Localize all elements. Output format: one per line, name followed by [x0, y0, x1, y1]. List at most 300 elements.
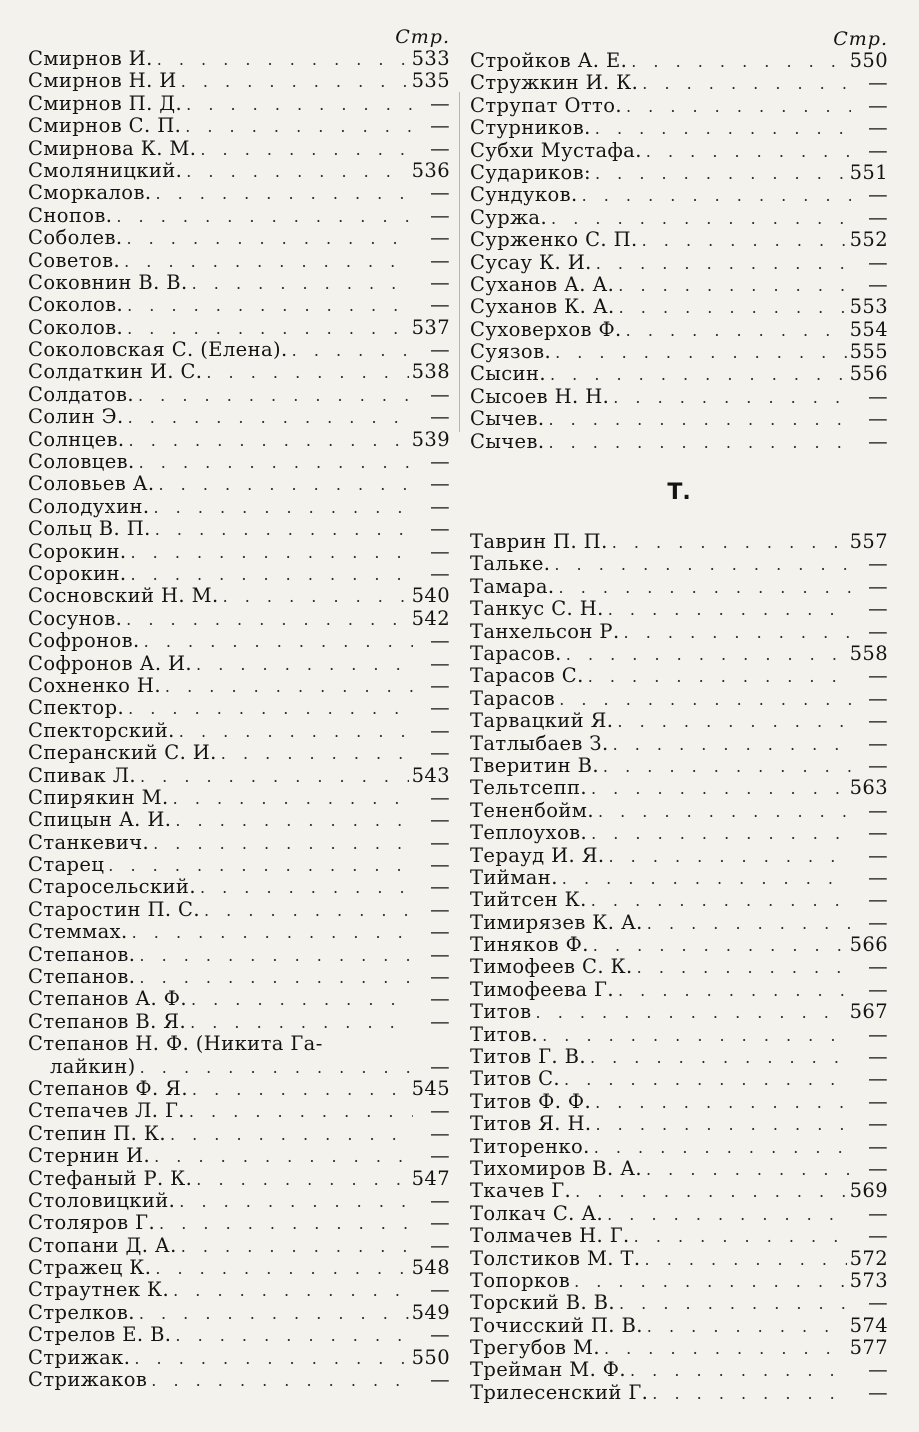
leader-dots	[221, 743, 413, 765]
index-entry	[470, 386, 888, 408]
leader-dots	[173, 1280, 413, 1302]
entry-name: Суязов.	[470, 340, 552, 364]
index-entry	[28, 70, 450, 92]
entry-page-number: —	[430, 450, 450, 474]
entry-page-number: —	[430, 472, 450, 496]
leader-dots	[591, 778, 847, 800]
entry-name: Толмачев Н. Г.	[470, 1224, 630, 1248]
leader-dots	[127, 318, 408, 340]
entry-page-number: —	[430, 808, 450, 832]
index-entry	[28, 93, 450, 115]
index-entry	[28, 787, 450, 809]
index-entry	[470, 576, 888, 598]
entry-name: Тверитин В.	[470, 753, 599, 777]
entry-page-number: —	[430, 853, 450, 877]
leader-dots	[139, 1303, 409, 1325]
entry-page-number: 549	[411, 1300, 450, 1324]
leader-dots	[613, 734, 851, 756]
entry-name: Сморкалов.	[28, 181, 152, 205]
entry-name: Соковнин В. В.	[28, 270, 188, 294]
leader-dots	[116, 206, 413, 228]
index-entry	[28, 966, 450, 988]
entry-name: Смирнова К. М.	[28, 136, 197, 160]
leader-dots	[179, 721, 413, 743]
index-entry	[470, 598, 888, 620]
leader-dots	[151, 1370, 413, 1392]
index-entry	[470, 800, 888, 822]
index-entry	[470, 184, 888, 206]
entry-name: Стройков А. Е.	[470, 49, 628, 72]
index-entry	[28, 1033, 450, 1055]
index-entry	[28, 1324, 450, 1346]
left-column	[28, 26, 450, 1391]
index-entry	[470, 979, 888, 1001]
leader-dots	[566, 644, 847, 666]
entry-page-number: 550	[411, 1345, 450, 1369]
index-entry	[28, 272, 450, 294]
leader-dots	[647, 913, 851, 935]
entry-page-number: —	[430, 517, 450, 541]
entry-page-number: —	[868, 272, 888, 296]
entry-page-number: —	[868, 753, 888, 777]
index-entry	[28, 876, 450, 898]
entry-page-number: —	[430, 651, 450, 675]
entry-name: Танхельсон Р.	[470, 619, 620, 643]
index-entry	[28, 384, 450, 406]
index-entry	[28, 720, 450, 742]
entry-page-number: —	[430, 248, 450, 272]
entry-name: Сысин.	[470, 362, 546, 386]
index-entry	[470, 643, 888, 665]
index-entry	[470, 912, 888, 934]
entry-name: Смирнов С. П.	[28, 114, 182, 138]
leader-dots	[536, 1002, 847, 1024]
leader-dots	[192, 273, 413, 295]
entry-name: Тененбойм.	[470, 798, 594, 822]
index-entry	[28, 1168, 450, 1190]
entry-name: Суржа.	[470, 205, 548, 229]
index-entry	[470, 1292, 888, 1314]
leader-dots	[292, 340, 413, 362]
leader-dots	[564, 1069, 851, 1091]
index-entry	[28, 944, 450, 966]
entry-name: Стеммах.	[28, 920, 128, 944]
entry-page-number: —	[868, 865, 888, 889]
leader-dots	[200, 877, 413, 899]
entry-name: Субхи Мустафа.	[470, 138, 642, 162]
index-entry	[28, 1011, 450, 1033]
leader-dots	[130, 564, 413, 586]
index-entry	[470, 140, 888, 162]
index-entry	[28, 1100, 450, 1122]
leader-dots	[159, 1213, 413, 1235]
leader-dots	[155, 183, 413, 205]
entry-page-number: —	[868, 1358, 888, 1382]
entry-page-number: 556	[849, 362, 888, 386]
entry-name: Сусау К. И.	[470, 250, 592, 274]
entry-name: Старец	[28, 853, 105, 877]
entry-page-number: —	[430, 1233, 450, 1257]
entry-name: Тихомиров В. А.	[470, 1156, 642, 1180]
index-entry	[470, 822, 888, 844]
index-entry	[28, 294, 450, 316]
entry-page-number: —	[868, 1201, 888, 1225]
entry-name: Толстиков М. Т.	[470, 1246, 641, 1270]
entry-name: Сурженко С. П.	[470, 228, 638, 252]
entry-page-number: —	[868, 1067, 888, 1091]
leader-dots	[646, 1159, 851, 1181]
leader-dots	[196, 654, 413, 676]
entry-name: Сундуков.	[470, 183, 578, 207]
entry-page-number: —	[868, 183, 888, 207]
entry-page-number: 547	[411, 1166, 450, 1190]
index-entry	[28, 205, 450, 227]
index-entry	[28, 182, 450, 204]
index-entry	[28, 1145, 450, 1167]
index-entry	[470, 252, 888, 274]
leader-dots	[608, 846, 851, 868]
entry-name: Тимофеева Г.	[470, 977, 614, 1001]
index-entry	[28, 429, 450, 451]
entry-name: Столовицкий.	[28, 1188, 176, 1212]
index-entry	[470, 408, 888, 430]
entry-page-number: —	[868, 138, 888, 162]
entry-page-number: 533	[411, 47, 450, 70]
entry-name: Спицын А. И.	[28, 808, 172, 832]
entry-name: Титов Г. В.	[470, 1045, 586, 1069]
entry-page-number: 540	[411, 584, 450, 608]
entry-name: Стрелов Е. В.	[28, 1323, 172, 1347]
leader-dots	[186, 94, 413, 116]
index-entry	[470, 319, 888, 341]
entry-page-number: —	[430, 1188, 450, 1212]
index-entry	[28, 630, 450, 652]
entry-page-number: —	[868, 709, 888, 733]
leader-dots	[588, 666, 851, 688]
entry-page-number: —	[868, 1134, 888, 1158]
entry-page-number: —	[430, 1323, 450, 1347]
index-entry	[28, 1190, 450, 1212]
entry-page-number: —	[868, 384, 888, 408]
index-entry	[470, 1337, 888, 1359]
index-entry	[28, 653, 450, 675]
entry-page-number: —	[430, 942, 450, 966]
index-entry	[28, 1123, 450, 1145]
entry-page-number: —	[430, 1211, 450, 1235]
entry-name: Струпат Отто.	[470, 93, 622, 117]
entry-page-number: —	[868, 552, 888, 576]
index-entry	[470, 1001, 888, 1023]
entry-name: Торский В. В.	[470, 1291, 615, 1315]
leader-dots	[154, 1146, 413, 1168]
leader-dots	[595, 118, 851, 140]
index-entry	[28, 1302, 450, 1324]
entry-name: лайкин)	[50, 1054, 136, 1078]
index-entry	[28, 809, 450, 831]
entry-page-number: —	[868, 205, 888, 229]
leader-dots	[590, 1047, 851, 1069]
entry-name: Сорокин.	[28, 539, 127, 563]
index-entry	[28, 832, 450, 854]
entry-name: Тимофеев С. К.	[470, 955, 633, 979]
index-entry	[28, 765, 450, 787]
entry-name: Степанов.	[28, 965, 136, 989]
entry-page-number: —	[430, 1009, 450, 1033]
right-entry-list-s	[470, 50, 888, 453]
index-entry	[28, 361, 450, 383]
index-entry	[470, 1091, 888, 1113]
entry-page-number: —	[430, 405, 450, 429]
entry-page-number: —	[430, 226, 450, 250]
leader-dots	[144, 631, 413, 653]
leader-dots	[593, 935, 847, 957]
entry-name: Степачев Л. Г.	[28, 1099, 185, 1123]
entry-name: Солин Э.	[28, 405, 124, 429]
leader-dots	[612, 532, 847, 554]
leader-dots	[542, 1025, 851, 1047]
entry-name: Стружкин И. К.	[470, 71, 639, 95]
entry-name: Степанов Ф. Я.	[28, 1076, 188, 1100]
index-entry	[470, 341, 888, 363]
entry-name: Трилесенский Г.	[470, 1380, 649, 1404]
index-entry	[470, 1359, 888, 1381]
left-entry-list	[28, 48, 450, 1391]
index-entry	[470, 72, 888, 94]
entry-page-number: —	[430, 494, 450, 518]
index-entry	[470, 162, 888, 184]
leader-dots	[598, 801, 851, 823]
index-entry	[28, 988, 450, 1010]
entry-name: Титоренко.	[470, 1134, 590, 1158]
entry-page-number: 567	[849, 1000, 888, 1024]
entry-page-number: —	[868, 977, 888, 1001]
leader-dots	[134, 1348, 408, 1370]
entry-name: Терауд И. Я.	[470, 843, 605, 867]
entry-page-number: —	[430, 1144, 450, 1168]
leader-dots	[574, 1271, 847, 1293]
index-entry	[470, 1270, 888, 1292]
index-entry	[470, 621, 888, 643]
index-entry	[470, 867, 888, 889]
leader-dots	[642, 230, 847, 252]
entry-page-number: —	[868, 597, 888, 621]
entry-name: Стурников.	[470, 116, 591, 140]
index-entry	[470, 665, 888, 687]
entry-page-number: 563	[849, 776, 888, 800]
index-entry	[470, 755, 888, 777]
entry-name: Толкач С. А.	[470, 1201, 604, 1225]
entry-name: Спектор.	[28, 696, 125, 720]
leader-dots	[617, 711, 851, 733]
entry-name: Тельтсепп.	[470, 776, 587, 800]
leader-dots	[175, 810, 413, 832]
index-entry	[470, 1180, 888, 1202]
entry-page-number: 536	[411, 158, 450, 182]
entry-name: Суховерхов Ф.	[470, 317, 622, 341]
leader-dots	[631, 51, 846, 73]
entry-name: Степанов А. Ф.	[28, 987, 187, 1011]
entry-name: Суханов К. А.	[470, 295, 615, 319]
entry-name: Титов Я. Н.	[470, 1112, 592, 1136]
leader-dots	[591, 823, 851, 845]
entry-page-number: —	[868, 821, 888, 845]
index-entry	[470, 117, 888, 139]
entry-page-number: —	[868, 1112, 888, 1136]
entry-name: Ткачев Г.	[470, 1179, 572, 1203]
index-entry	[470, 553, 888, 575]
leader-dots	[642, 73, 851, 95]
entry-page-number: —	[868, 731, 888, 755]
index-entry	[470, 431, 888, 453]
entry-page-number: 545	[411, 1076, 450, 1100]
leader-dots	[126, 609, 408, 631]
leader-dots	[127, 295, 413, 317]
index-entry	[470, 50, 888, 72]
index-entry	[28, 160, 450, 182]
leader-dots	[128, 407, 413, 429]
entry-page-number: —	[868, 1291, 888, 1315]
entry-name: Сосунов.	[28, 606, 123, 630]
column-divider	[459, 92, 460, 432]
entry-page-number: —	[430, 293, 450, 317]
entry-page-number: —	[430, 897, 450, 921]
entry-page-number: —	[430, 91, 450, 115]
index-entry	[28, 608, 450, 630]
leader-dots	[607, 1204, 851, 1226]
leader-dots	[626, 320, 847, 342]
entry-page-number: 542	[411, 606, 450, 630]
entry-name: Смирнов И.	[28, 47, 153, 70]
index-entry	[470, 1315, 888, 1337]
leader-dots	[181, 71, 409, 93]
leader-dots	[204, 900, 413, 922]
index-entry	[470, 1225, 888, 1247]
entry-page-number: —	[430, 830, 450, 854]
entry-name: Солдатов.	[28, 382, 134, 406]
leader-dots	[186, 161, 408, 183]
entry-name: Стрижаков	[28, 1368, 148, 1392]
leader-dots	[124, 251, 413, 273]
leader-dots	[604, 1338, 847, 1360]
leader-dots	[603, 756, 851, 778]
leader-dots	[619, 297, 847, 319]
entry-name: Смирнов П. Д.	[28, 91, 183, 115]
entry-name: Сорокин.	[28, 561, 127, 585]
index-entry	[28, 317, 450, 339]
index-entry	[470, 956, 888, 978]
entry-page-number: —	[430, 1054, 450, 1078]
index-entry	[28, 518, 450, 540]
entry-page-number: 555	[849, 340, 888, 364]
index-entry	[470, 845, 888, 867]
leader-dots	[548, 409, 851, 431]
leader-dots	[200, 139, 413, 161]
entry-page-number: 577	[849, 1336, 888, 1360]
entry-name: Титов.	[470, 1022, 539, 1046]
leader-dots	[551, 208, 851, 230]
leader-dots	[139, 452, 413, 474]
leader-dots	[206, 362, 408, 384]
index-entry	[470, 1203, 888, 1225]
index-entry	[28, 1347, 450, 1369]
entry-name: Соловьев А.	[28, 472, 155, 496]
leader-dots	[595, 1092, 851, 1114]
entry-name: Трейман М. Ф.	[470, 1358, 626, 1382]
entry-page-number: —	[868, 93, 888, 117]
entry-name: Смоляницкий.	[28, 158, 183, 182]
entry-name: Спекторский.	[28, 718, 175, 742]
entry-name: Степанов.	[28, 942, 136, 966]
leader-dots	[647, 1316, 847, 1338]
entry-page-number: 537	[411, 315, 450, 339]
entry-page-number: —	[868, 686, 888, 710]
leader-dots	[139, 945, 413, 967]
entry-page-number: —	[430, 181, 450, 205]
leader-dots	[179, 1191, 413, 1213]
index-entry	[28, 1078, 450, 1100]
entry-name: Тийтсен К.	[470, 888, 587, 912]
leader-dots	[223, 586, 409, 608]
leader-dots	[130, 542, 413, 564]
index-entry	[470, 1113, 888, 1135]
entry-page-number: 538	[411, 360, 450, 384]
entry-page-number: 553	[849, 295, 888, 319]
index-entry	[470, 1046, 888, 1068]
leader-dots	[153, 497, 413, 519]
entry-name: Стопани Д. А.	[28, 1233, 177, 1257]
entry-name: Тимирязев К. А.	[470, 910, 643, 934]
entry-page-number: —	[868, 429, 888, 453]
entry-name: Соловцев.	[28, 450, 135, 474]
leader-dots	[618, 275, 851, 297]
leader-dots	[185, 116, 413, 138]
entry-name: Станкевич.	[28, 830, 150, 854]
entry-name: Тальке.	[470, 552, 551, 576]
index-entry	[470, 1382, 888, 1404]
leader-dots	[132, 922, 413, 944]
entry-name: Степанов Н. Ф. (Никита Га-	[28, 1032, 323, 1056]
entry-page-number: —	[868, 1224, 888, 1248]
index-entry	[470, 531, 888, 553]
entry-name: Титов Ф. Ф.	[470, 1089, 592, 1113]
entry-page-number: —	[430, 1121, 450, 1145]
leader-dots	[157, 49, 409, 71]
index-entry	[470, 1248, 888, 1270]
page-column-label-right: Стр.	[833, 28, 888, 50]
entry-name: Теплоухов.	[470, 821, 588, 845]
leader-dots	[624, 622, 851, 644]
entry-page-number: 572	[849, 1246, 888, 1270]
index-entry	[28, 675, 450, 697]
index-entry	[470, 229, 888, 251]
entry-page-number: 558	[849, 641, 888, 665]
entry-page-number: —	[868, 1089, 888, 1113]
entry-page-number: —	[430, 965, 450, 989]
right-entry-list-t	[470, 531, 888, 1404]
entry-name: Солнцев.	[28, 427, 125, 451]
leader-dots	[582, 185, 851, 207]
index-entry	[28, 541, 450, 563]
entry-name: Смирнов Н. И	[28, 69, 177, 93]
index-entry	[28, 697, 450, 719]
entry-name: Стрелков.	[28, 1300, 135, 1324]
entry-name: Тийман.	[470, 865, 558, 889]
entry-name: Соколов.	[28, 293, 124, 317]
entry-page-number: 557	[849, 530, 888, 554]
entry-name: Спирякин М.	[28, 785, 169, 809]
leader-dots	[646, 141, 851, 163]
entry-page-number: —	[868, 888, 888, 912]
